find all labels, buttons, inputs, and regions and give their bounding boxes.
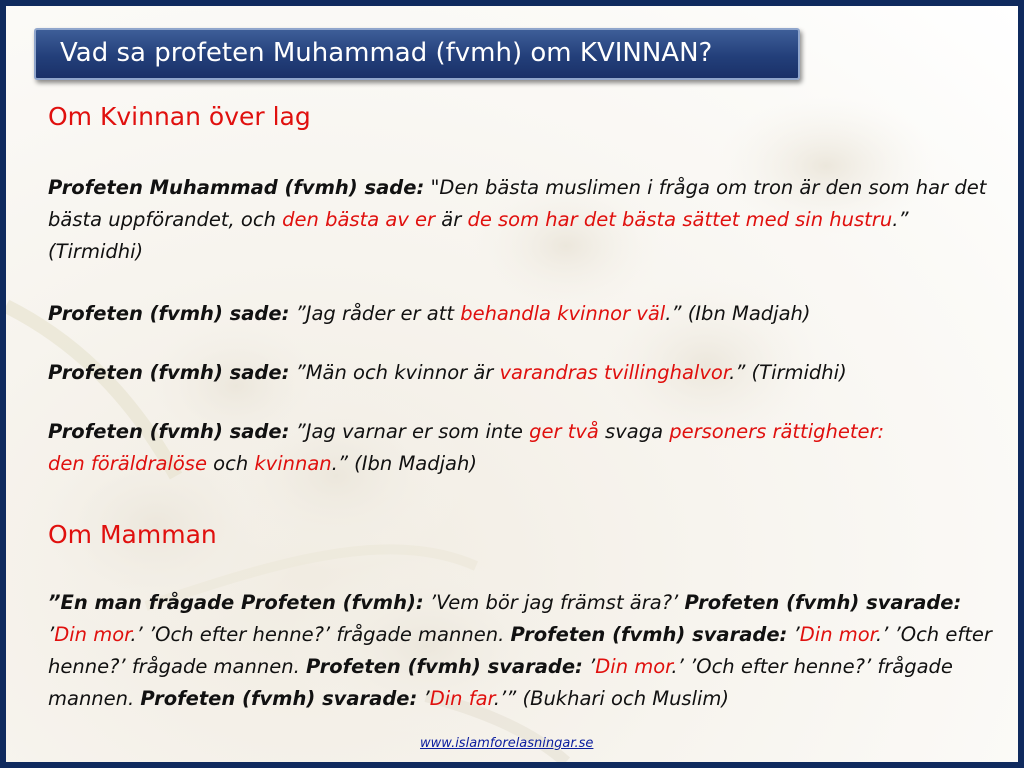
highlight-text: Din mor	[54, 623, 131, 646]
quote-text: ”Män och kvinnor är	[289, 361, 500, 384]
quote-text: ’	[417, 687, 430, 710]
highlight-text: varandras tvillinghalvor	[499, 361, 730, 384]
quote-text: och	[206, 452, 255, 475]
section-heading-women: Om Kvinnan över lag	[48, 102, 311, 131]
quote-text: ’	[48, 623, 55, 646]
quote-text: svaga	[598, 420, 670, 443]
website-link[interactable]: www.islamforelasningar.se	[420, 736, 594, 751]
quote-text: ”Jag råder er att	[289, 302, 461, 325]
highlight-text: Din mor	[595, 655, 672, 678]
speaker-label: Profeten Muhammad (fvmh) sade:	[48, 176, 425, 199]
quote-text: .’ ’Och efter henne?’ frågade mannen.	[130, 623, 511, 646]
quote-text: "Den bästa muslimen i fråga om tron är den som har det bästa uppförandet, och	[48, 176, 987, 231]
speaker-label: Profeten (fvmh) sade:	[48, 361, 290, 384]
highlight-text: kvinnan	[254, 452, 332, 475]
quote-text: ’Vem bör jag främst ära?’	[423, 591, 685, 614]
highlight-text: den bästa av er	[282, 208, 436, 231]
quote-text: .’ ’Och efter henne?’ frågade mannen.	[48, 655, 953, 710]
quote-paragraph-1	[48, 172, 996, 268]
highlight-text: Din mor	[799, 623, 876, 646]
slide	[6, 6, 1018, 762]
quote-text: är	[435, 208, 468, 231]
slide-title: Vad sa profeten Muhammad (fvmh) om KVINNAN?	[60, 38, 713, 68]
quote-paragraph-4	[48, 416, 996, 480]
speaker-label: Profeten (fvmh) sade:	[48, 302, 290, 325]
quote-paragraph-2	[48, 298, 996, 330]
highlight-text: de som har det bästa sättet med sin hustru	[467, 208, 893, 231]
highlight-text: den föräldralöse	[48, 452, 207, 475]
quote-text: ’	[787, 623, 800, 646]
quote-text: .’ ’Och efter henne?’ frågade mannen.	[48, 623, 992, 678]
quote-paragraph-5	[48, 587, 996, 715]
quote-text: .” (Tirmidhi)	[729, 361, 847, 384]
quote-text: ’	[582, 655, 596, 678]
quote-text: .” (Tirmidhi)	[48, 208, 909, 263]
highlight-text: personers rättigheter:	[669, 420, 885, 443]
highlight-text: behandla kvinnor väl	[460, 302, 666, 325]
quote-text: ”Jag varnar er som inte	[289, 420, 530, 443]
speaker-label: Profeten (fvmh) svarade:	[510, 623, 788, 646]
quote-paragraph-3	[48, 357, 996, 389]
quote-text: .” (Ibn Madjah)	[331, 452, 477, 475]
speaker-label: Profeten (fvmh) svarade:	[305, 655, 583, 678]
highlight-text: Din far	[429, 687, 494, 710]
highlight-text: ger två	[529, 420, 599, 443]
speaker-label: Profeten (fvmh) svarade:	[684, 591, 962, 614]
section-heading-mother: Om Mamman	[48, 520, 217, 549]
speaker-label: Profeten (fvmh) sade:	[48, 420, 290, 443]
quote-text: .’” (Bukhari och Muslim)	[493, 687, 730, 710]
quote-text: .” (Ibn Madjah)	[665, 302, 811, 325]
speaker-label: Profeten (fvmh) svarade:	[140, 687, 418, 710]
title-bar	[34, 28, 800, 80]
speaker-label: ”En man frågade Profeten (fvmh):	[48, 591, 424, 614]
